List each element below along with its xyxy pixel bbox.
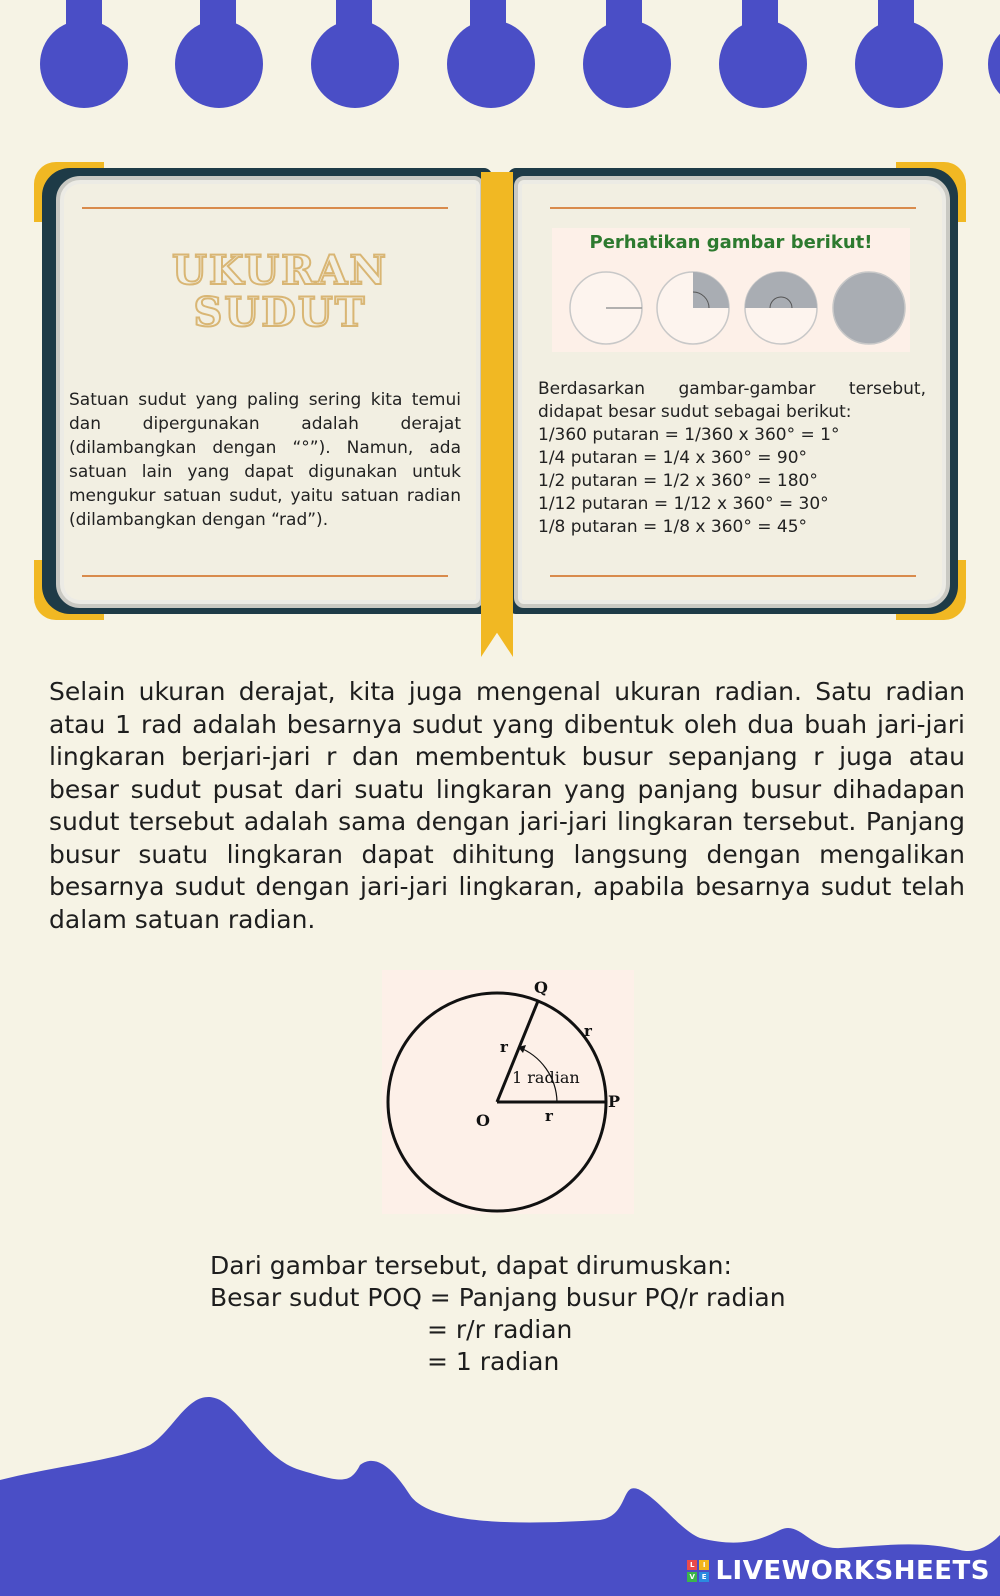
right-page-text (538, 378, 926, 539)
label-r-op: r (545, 1107, 553, 1125)
conversion-line: 1/8 putaran = 1/8 x 360° = 45° (538, 517, 808, 537)
circle-quarter-turn (657, 272, 729, 344)
decor-blob (447, 20, 535, 108)
formula-line: Dari gambar tersebut, dapat dirumuskan: (210, 1251, 732, 1280)
page-divider (550, 207, 916, 209)
liveworksheets-logo (687, 1556, 990, 1586)
decor-blob (719, 20, 807, 108)
logo-text: LIVEWORKSHEETS (715, 1556, 990, 1586)
conversion-line: 1/360 putaran = 1/360 x 360° = 1° (538, 425, 840, 445)
logo-grid-icon (687, 1560, 709, 1582)
right-intro-line: didapat besar sudut sebagai berikut: (538, 402, 852, 422)
logo-letter: L (687, 1560, 697, 1570)
page-divider (82, 207, 448, 209)
formula-line: Besar sudut POQ = Panjang busur PQ/r radian (210, 1283, 786, 1312)
conversion-line: 1/12 putaran = 1/12 x 360° = 30° (538, 494, 829, 514)
conversion-line: 1/4 putaran = 1/4 x 360° = 90° (538, 448, 808, 468)
angle-circles-figure (560, 262, 910, 352)
formula-line: = 1 radian (427, 1347, 560, 1376)
label-angle: 1 radian (512, 1068, 580, 1087)
page-divider (550, 575, 916, 577)
logo-letter: V (687, 1572, 697, 1582)
left-page-text: Satuan sudut yang paling sering kita temui dan dipergunakan adalah derajat (dilambangkan dengan “°”). Namun, ada satuan lain yang dapat digunakan untuk mengukur satuan sudut, yaitu satuan radian (dilambangkan dengan “rad”). (69, 390, 461, 530)
label-r-arc: r (584, 1022, 592, 1040)
figure-title: Perhatikan gambar berikut! (589, 232, 873, 253)
right-intro-line: Berdasarkan gambar-gambar tersebut, (538, 379, 926, 399)
label-o: O (476, 1111, 490, 1130)
radian-diagram (382, 970, 634, 1214)
decor-blob (583, 20, 671, 108)
conversion-line: 1/2 putaran = 1/2 x 360° = 180° (538, 471, 818, 491)
formula-line: = r/r radian (427, 1315, 573, 1344)
circle-one-degree (570, 272, 642, 344)
logo-letter: I (699, 1560, 709, 1570)
logo-letter: E (699, 1572, 709, 1582)
decor-blob (855, 20, 943, 108)
decor-blob (988, 20, 1000, 108)
label-q: Q (534, 978, 548, 997)
label-r-oq: r (500, 1038, 508, 1056)
circle-full-turn (833, 272, 905, 344)
circle-half-turn (745, 272, 817, 344)
decor-blob (175, 20, 263, 108)
decor-blob (311, 20, 399, 108)
page-divider (82, 575, 448, 577)
decor-blob (40, 20, 128, 108)
bookmark-ribbon (481, 172, 513, 657)
label-p: P (608, 1092, 621, 1111)
page-title-line1: UKURAN (172, 247, 388, 294)
radian-explanation: Selain ukuran derajat, kita juga mengenal ukuran radian. Satu radian atau 1 rad adalah besarnya sudut yang dibentuk oleh dua buah jari-jari lingkaran berjari-jari r dan membentuk busur sepanjang r juga atau besar sudut pusat dari suatu lingkaran yang panjang busur dihadapan sudut tersebut adalah sama dengan jari-jari lingkaran tersebut. Panjang busur suatu lingkaran dapat dihitung langsung dengan mengalikan besarnya sudut dengan jari-jari lingkaran, apabila besarnya sudut telah dalam satuan radian. (49, 677, 965, 934)
page-title-line2: SUDUT (193, 289, 367, 336)
